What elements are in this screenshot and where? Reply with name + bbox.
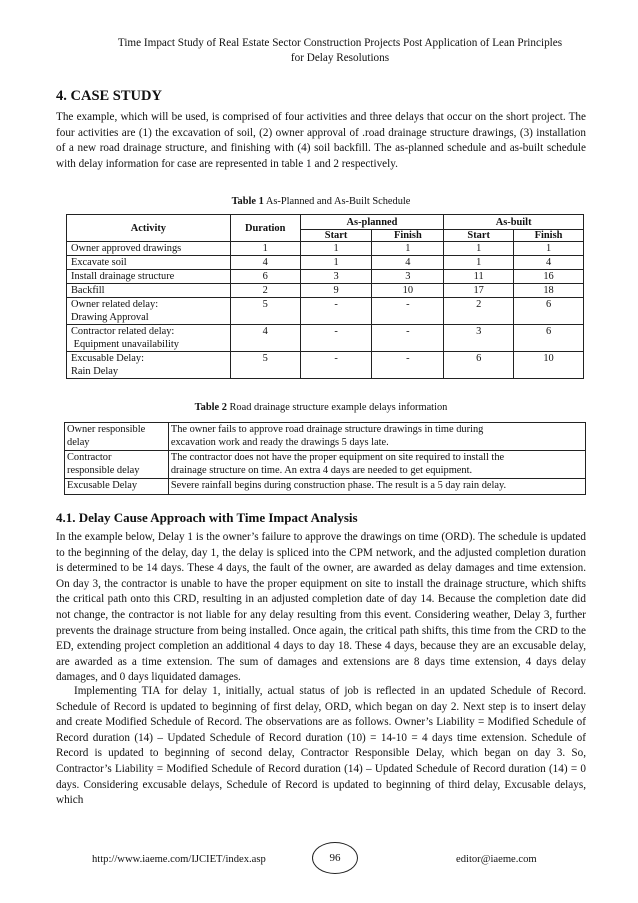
col-header-as-planned: As-planned bbox=[300, 215, 444, 230]
table-row bbox=[67, 352, 584, 379]
delays-table bbox=[64, 422, 586, 495]
cell-delay-type-line-1: Owner responsible bbox=[67, 424, 146, 435]
cell-activity bbox=[67, 298, 231, 325]
cell-activity bbox=[67, 325, 231, 352]
cell-delay-type: Excusable Delay bbox=[65, 479, 169, 495]
cell-planned-start: 1 bbox=[300, 256, 372, 270]
table-row bbox=[67, 284, 584, 298]
cell-planned-start: - bbox=[300, 298, 372, 325]
cell-activity: Owner approved drawings bbox=[67, 242, 231, 256]
cell-activity-line-2: Rain Delay bbox=[71, 366, 119, 377]
cell-planned-start: - bbox=[300, 325, 372, 352]
cell-activity: Backfill bbox=[67, 284, 231, 298]
cell-delay-type bbox=[65, 451, 169, 479]
cell-delay-description bbox=[168, 423, 585, 451]
col-header-planned-finish: Finish bbox=[372, 230, 444, 242]
table-row bbox=[65, 451, 586, 479]
cell-duration: 4 bbox=[230, 325, 300, 352]
schedule-table bbox=[66, 214, 584, 379]
cell-planned-finish: 4 bbox=[372, 256, 444, 270]
cell-built-finish: 4 bbox=[514, 256, 584, 270]
cell-built-finish: 6 bbox=[514, 325, 584, 352]
cell-built-start: 1 bbox=[444, 256, 514, 270]
header-line-2: for Delay Resolutions bbox=[290, 52, 390, 64]
cell-duration: 5 bbox=[230, 298, 300, 325]
col-header-built-start: Start bbox=[444, 230, 514, 242]
footer-email[interactable]: editor@iaeme.com bbox=[456, 854, 537, 865]
cell-planned-start: 1 bbox=[300, 242, 372, 256]
table2-caption-label: Table 2 bbox=[194, 402, 227, 413]
cell-activity bbox=[67, 352, 231, 379]
cell-planned-finish: 1 bbox=[372, 242, 444, 256]
table1-caption-text: As-Planned and As-Built Schedule bbox=[263, 196, 411, 207]
cell-desc-line-1: The contractor does not have the proper equipment on site required to install the bbox=[170, 452, 505, 463]
cell-activity-line-1: Owner related delay: bbox=[71, 299, 159, 310]
table-row bbox=[67, 242, 584, 256]
cell-built-finish: 16 bbox=[514, 270, 584, 284]
cell-planned-finish: 3 bbox=[372, 270, 444, 284]
col-header-as-built: As-built bbox=[444, 215, 584, 230]
col-header-built-finish: Finish bbox=[514, 230, 584, 242]
cell-desc-line-1: The owner fails to approve road drainage structure drawings in time during bbox=[170, 424, 484, 435]
cell-planned-finish: - bbox=[372, 298, 444, 325]
cell-built-start: 3 bbox=[444, 325, 514, 352]
cell-built-start: 17 bbox=[444, 284, 514, 298]
table-row bbox=[65, 423, 586, 451]
cell-delay-description bbox=[168, 451, 585, 479]
cell-duration: 4 bbox=[230, 256, 300, 270]
table-row bbox=[67, 270, 584, 284]
col-header-planned-start: Start bbox=[300, 230, 372, 242]
cell-built-finish: 18 bbox=[514, 284, 584, 298]
cell-delay-type-line-1: Contractor bbox=[67, 452, 112, 463]
case-study-paragraph: The example, which will be used, is comprised of four activities and three delays that occur on the short project. The four activities are (1) the excavation of soil, (2) owner approval of .road drainage structure drawings, (3) installation of a new road drainage structure, and finishing with (4) soil backfill. The as-planned schedule and as-built schedule with delay information for case are represented in table 1 and 2 respectively. bbox=[56, 111, 586, 170]
table1-caption bbox=[56, 196, 586, 207]
table-row bbox=[67, 256, 584, 270]
subsection-heading: 4.1. Delay Cause Approach with Time Impact Analysis bbox=[56, 510, 358, 525]
running-header bbox=[80, 36, 600, 66]
cell-activity: Excavate soil bbox=[67, 256, 231, 270]
cell-delay-type-line-2: responsible delay bbox=[67, 464, 140, 476]
cell-built-finish: 1 bbox=[514, 242, 584, 256]
cell-planned-start: - bbox=[300, 352, 372, 379]
section-heading: 4. CASE STUDY bbox=[56, 88, 162, 104]
cell-delay-description: Severe rainfall begins during construction phase. The result is a 5 day rain delay. bbox=[168, 479, 585, 495]
cell-planned-finish: 10 bbox=[372, 284, 444, 298]
cell-duration: 2 bbox=[230, 284, 300, 298]
header-line-1: Time Impact Study of Real Estate Sector Construction Projects Post Application of Lean Principles bbox=[117, 37, 563, 49]
cell-activity-line-2: Drawing Approval bbox=[71, 312, 149, 323]
table-row bbox=[67, 298, 584, 325]
cell-desc-line-2: drainage structure on time. An extra 4 days are needed to get equipment. bbox=[170, 464, 473, 476]
cell-activity-line-1: Contractor related delay: bbox=[71, 326, 175, 337]
cell-planned-finish: - bbox=[372, 325, 444, 352]
cell-duration: 6 bbox=[230, 270, 300, 284]
cell-delay-type-line-2: delay bbox=[67, 436, 90, 448]
table2-caption-text: Road drainage structure example delays information bbox=[226, 402, 448, 413]
footer-url[interactable]: http://www.iaeme.com/IJCIET/index.asp bbox=[92, 854, 266, 865]
cell-built-start: 1 bbox=[444, 242, 514, 256]
tia-paragraph-2: Implementing TIA for delay 1, initially, actual status of job is reflected in an updated Schedule of Record. Schedule of Record is updated to beginning of first delay, ORD, which began on day 2. Next step is to insert delay and create Modified Schedule of Record. The observations are as follows. Owner’s Liability = Modified Schedule of Record duration (14) – Updated Schedule of Record duration (10) = 14-10 = 4 days time extension. Schedule of Record is updated to beginning of second delay, Contractor Responsible Delay, which began on day 3. So, Contractor’s Liability = Modified Schedule of Record duration (14) – Updated Schedule of Record duration (14) = 0 days. Considering excusable delays, Schedule of Record is updated to beginning of third delay, Excusable delays, which bbox=[56, 685, 586, 807]
cell-planned-start: 3 bbox=[300, 270, 372, 284]
cell-activity-line-2: Equipment unavailability bbox=[71, 339, 179, 350]
cell-built-finish: 6 bbox=[514, 298, 584, 325]
page-number: 96 bbox=[312, 842, 358, 874]
cell-built-start: 6 bbox=[444, 352, 514, 379]
table-row bbox=[65, 479, 586, 495]
cell-planned-finish: - bbox=[372, 352, 444, 379]
tia-paragraph-1: In the example below, Delay 1 is the owner’s failure to approve the drawings on time (ORD). The schedule is updated to the beginning of the delay, day 1, the delay is spliced into the CPM network, and the adjusted completion duration is determined to be 14 days. These 4 days, the fault of the owner, are awarded as delay damages and time extension. On day 3, the contractor is unable to have the proper equipment on site to install the drainage structure, which shifts the critical path onto this CRD, resulting in an adjusted completion date of day 14. Because the completion date did not change, the contractor is not liable for any delay resulting from this event. Considering weather, Delay 3, further prevents the drainage structure from being installed. Once again, the critical path shifts, this time from the CRD to the ED, extending project completion an additional 4 days to day 18. These 4 days, because they are an excusable delay, are awarded as a time extension. The sum of damages and extensions are 8 days time extension, 4 days delay damages, and 0 days liquidated damages. bbox=[56, 531, 586, 684]
cell-activity-line-1: Excusable Delay: bbox=[71, 353, 144, 364]
cell-duration: 5 bbox=[230, 352, 300, 379]
col-header-activity: Activity bbox=[67, 215, 231, 242]
cell-built-start: 11 bbox=[444, 270, 514, 284]
table2-caption bbox=[56, 402, 586, 413]
cell-desc-line-2: excavation work and ready the drawings 5 days late. bbox=[170, 436, 389, 448]
table-row bbox=[67, 325, 584, 352]
cell-delay-type bbox=[65, 423, 169, 451]
table1-caption-label: Table 1 bbox=[231, 196, 264, 207]
col-header-duration: Duration bbox=[230, 215, 300, 242]
cell-built-start: 2 bbox=[444, 298, 514, 325]
cell-duration: 1 bbox=[230, 242, 300, 256]
cell-planned-start: 9 bbox=[300, 284, 372, 298]
cell-activity: Install drainage structure bbox=[67, 270, 231, 284]
cell-built-finish: 10 bbox=[514, 352, 584, 379]
